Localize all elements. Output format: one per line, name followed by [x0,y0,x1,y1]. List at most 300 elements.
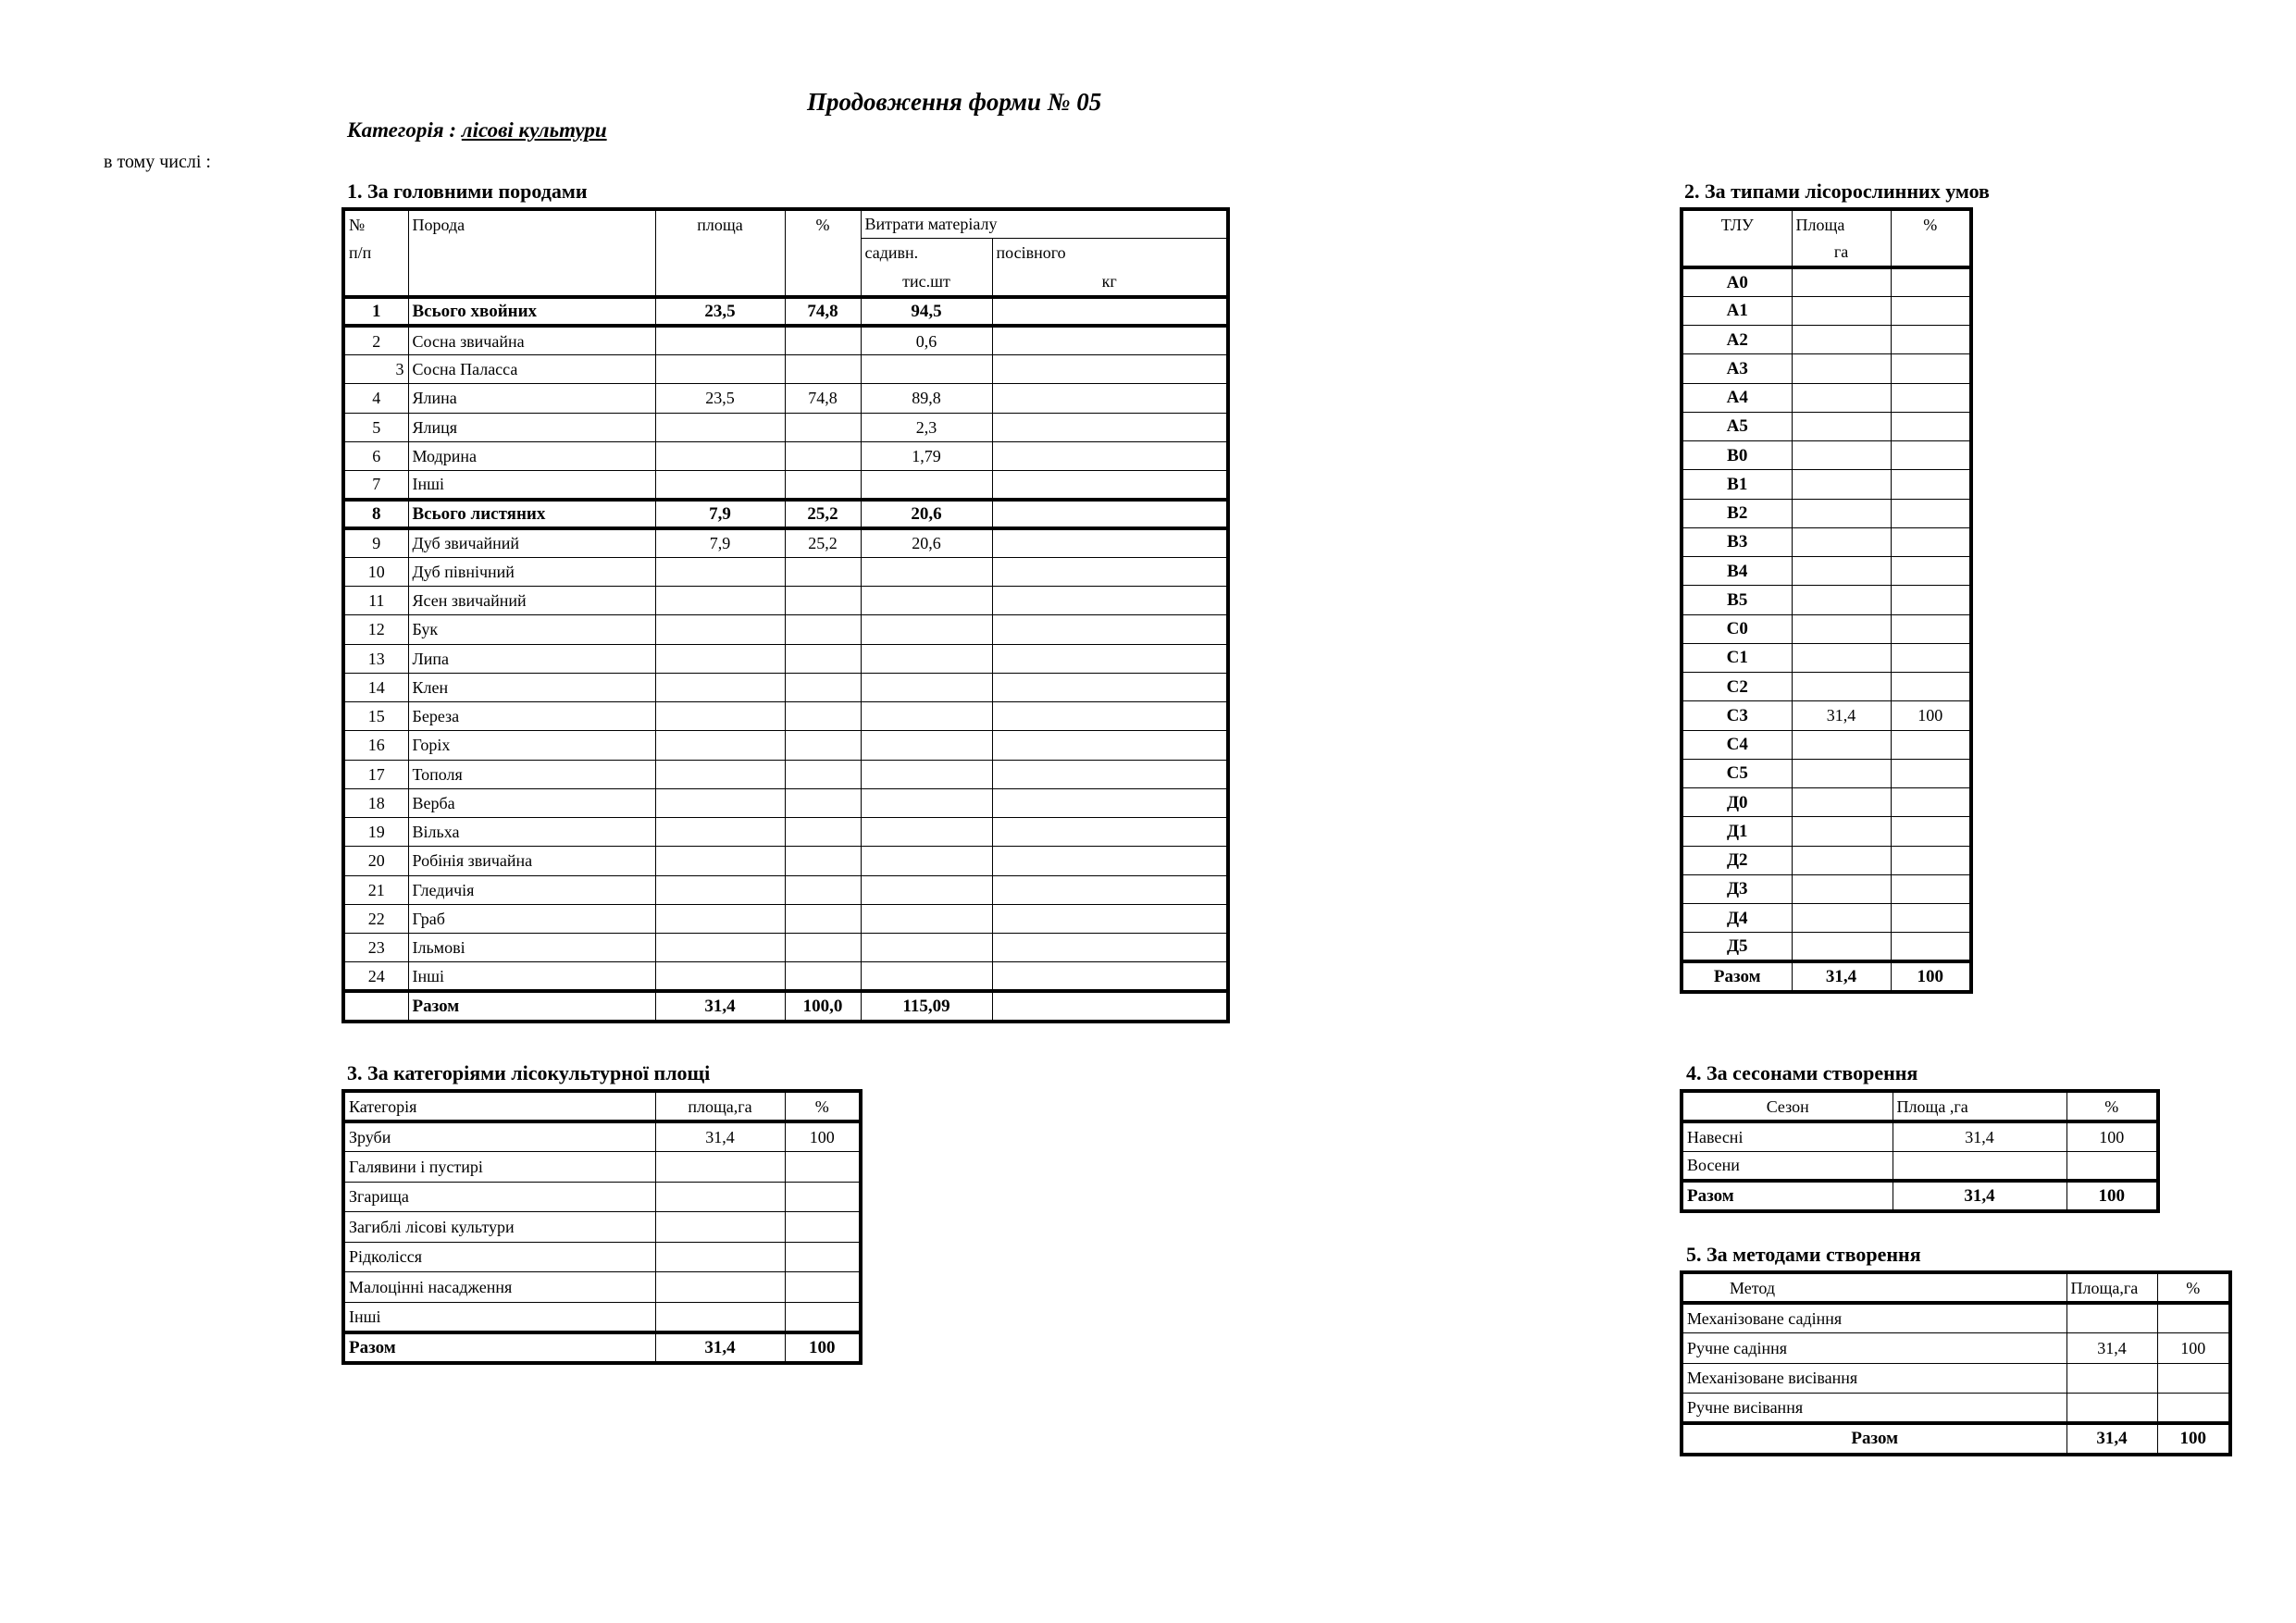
seeds-unit: кг [992,267,1228,297]
season-percent-header: % [2066,1091,2158,1121]
tlu-area-header: Площа [1792,209,1891,238]
species-seeds [992,471,1228,500]
category-row [343,1182,861,1212]
row-percent [2157,1394,2230,1424]
tlu-header: ТЛУ [1682,209,1792,238]
total-area: 31,4 [655,1332,785,1364]
species-name: Береза [408,702,655,731]
tlu-area [1792,441,1891,470]
species-seeds [992,818,1228,847]
tlu-row [1682,557,1971,586]
tlu-area [1792,730,1891,759]
tlu-percent [1891,557,1971,586]
species-seedlings [861,875,992,904]
row-number: 19 [343,818,408,847]
tlu-row [1682,701,1971,730]
method-area-header: Площа,га [2066,1272,2157,1303]
tlu-code: А0 [1682,267,1792,296]
species-area [655,557,785,586]
category-label: Категорія : [347,118,457,142]
category-row [343,1242,861,1272]
species-name: Горіх [408,731,655,760]
species-seeds [992,557,1228,586]
species-area [655,731,785,760]
row-area [2066,1303,2157,1333]
species-seeds [992,788,1228,817]
species-name: Гледичія [408,875,655,904]
row-area [655,1152,785,1183]
tlu-code: С5 [1682,759,1792,787]
species-name: Ялиця [408,413,655,441]
species-seedlings [861,673,992,701]
area-header: площа [655,209,785,238]
tlu-code: С4 [1682,730,1792,759]
species-seedlings [861,702,992,731]
tlu-code: А1 [1682,296,1792,325]
tlu-row [1682,527,1971,556]
species-row [343,818,1228,847]
species-name: Бук [408,615,655,644]
total-percent: 100 [2157,1423,2230,1455]
row-number: 14 [343,673,408,701]
row-percent: 100 [785,1121,861,1152]
tlu-code: Д2 [1682,846,1792,874]
species-seeds [992,297,1228,326]
tlu-percent [1891,441,1971,470]
species-seeds [992,673,1228,701]
tlu-area [1792,586,1891,614]
species-percent [785,962,861,991]
tlu-code: А4 [1682,383,1792,412]
species-area [655,788,785,817]
species-header: Порода [408,209,655,238]
species-name: Липа [408,644,655,673]
species-seedlings: 20,6 [861,528,992,557]
row-name: Згарища [343,1182,655,1212]
species-name: Ясен звичайний [408,587,655,615]
species-area [655,847,785,875]
species-seedlings: 2,3 [861,413,992,441]
species-seedlings [861,644,992,673]
species-percent [785,818,861,847]
species-percent: 25,2 [785,528,861,557]
row-percent [2066,1151,2158,1181]
num-header-2: п/п [343,238,408,267]
tlu-code: А2 [1682,326,1792,354]
tlu-percent [1891,527,1971,556]
row-number: 6 [343,441,408,470]
species-seedlings [861,587,992,615]
total-area: 31,4 [655,991,785,1022]
species-area [655,875,785,904]
tlu-row [1682,383,1971,412]
row-area [2066,1363,2157,1394]
species-percent [785,731,861,760]
row-name: Ручне садіння [1682,1333,2066,1364]
species-name: Ільмові [408,934,655,962]
species-area [655,644,785,673]
species-section-title: 1. За головними породами [347,180,588,203]
tlu-percent [1891,643,1971,672]
tlu-area [1792,557,1891,586]
method-row [1682,1394,2230,1424]
row-number: 13 [343,644,408,673]
tlu-area [1792,499,1891,527]
tlu-percent [1891,874,1971,903]
species-area: 23,5 [655,297,785,326]
species-row [343,934,1228,962]
tlu-percent [1891,412,1971,440]
species-percent [785,788,861,817]
tlu-code: В4 [1682,557,1792,586]
total-percent: 100,0 [785,991,861,1022]
row-percent [785,1152,861,1183]
tlu-percent [1891,904,1971,933]
tlu-total-row [1682,961,1971,992]
species-area [655,962,785,991]
row-number: 22 [343,904,408,933]
species-row [343,760,1228,788]
row-name: Загиблі лісові культури [343,1212,655,1243]
row-name: Навесні [1682,1121,1893,1151]
seedlings-header: садивн. [861,238,992,267]
species-seeds [992,355,1228,384]
tlu-code: В0 [1682,441,1792,470]
season-row [1682,1151,2158,1181]
species-row [343,615,1228,644]
tlu-percent [1891,730,1971,759]
tlu-row [1682,874,1971,903]
row-percent [785,1242,861,1272]
species-name: Дуб звичайний [408,528,655,557]
tlu-area [1792,470,1891,499]
tlu-area [1792,846,1891,874]
season-total-row [1682,1181,2158,1211]
species-area [655,673,785,701]
species-area [655,904,785,933]
row-percent [2157,1303,2230,1333]
species-seedlings [861,615,992,644]
species-seeds [992,500,1228,528]
tlu-area [1792,933,1891,961]
row-number: 10 [343,557,408,586]
season-area-header: Площа ,га [1893,1091,2066,1121]
row-area: 31,4 [2066,1333,2157,1364]
tlu-total-percent: 100 [1891,961,1971,992]
tlu-row [1682,817,1971,846]
row-number: 1 [343,297,408,326]
species-row [343,355,1228,384]
species-name: Тополя [408,760,655,788]
species-row [343,297,1228,326]
species-area [655,615,785,644]
cat-area-header: площа,га [655,1091,785,1121]
row-area [655,1272,785,1303]
cat-percent-header: % [785,1091,861,1121]
species-seeds [992,934,1228,962]
row-number: 8 [343,500,408,528]
species-name: Модрина [408,441,655,470]
species-row [343,962,1228,991]
tlu-area [1792,267,1891,296]
species-seedlings [861,760,992,788]
species-seedlings [861,557,992,586]
species-seedlings [861,818,992,847]
tlu-code: А5 [1682,412,1792,440]
row-percent [785,1212,861,1243]
cat-category-header: Категорія [343,1091,655,1121]
category-section-title: 3. За категоріями лісокультурної площі [347,1061,711,1084]
tlu-row [1682,788,1971,817]
species-name: Сосна звичайна [408,326,655,354]
row-number: 9 [343,528,408,557]
row-percent [785,1182,861,1212]
species-name: Граб [408,904,655,933]
tlu-code: Д5 [1682,933,1792,961]
tlu-area [1792,296,1891,325]
species-row [343,384,1228,413]
species-row [343,441,1228,470]
species-seedlings [861,471,992,500]
tlu-area [1792,673,1891,701]
tlu-percent: 100 [1891,701,1971,730]
species-percent [785,471,861,500]
tlu-area [1792,874,1891,903]
species-seedlings [861,904,992,933]
tlu-area [1792,817,1891,846]
species-name: Інші [408,471,655,500]
seedlings-unit: тис.шт [861,267,992,297]
species-name: Інші [408,962,655,991]
tlu-code: Д0 [1682,788,1792,817]
species-name: Всього листяних [408,500,655,528]
species-row [343,326,1228,354]
category-table [341,1089,863,1365]
tlu-area [1792,354,1891,383]
total-percent: 100 [2066,1181,2158,1211]
row-number: 16 [343,731,408,760]
species-seedlings [861,934,992,962]
method-table [1680,1270,2232,1456]
species-area [655,413,785,441]
tlu-area [1792,383,1891,412]
method-percent-header: % [2157,1272,2230,1303]
species-seedlings [861,788,992,817]
season-section-title: 4. За сесонами створення [1686,1061,1918,1084]
row-number: 5 [343,413,408,441]
row-name: Малоцінні насадження [343,1272,655,1303]
species-area [655,818,785,847]
tlu-area: 31,4 [1792,701,1891,730]
row-percent [2157,1363,2230,1394]
species-row [343,702,1228,731]
tlu-total-label: Разом [1682,961,1792,992]
row-area [1893,1151,2066,1181]
row-area [655,1302,785,1332]
total-seeds [992,991,1228,1022]
species-area [655,587,785,615]
species-row [343,847,1228,875]
species-area: 23,5 [655,384,785,413]
species-percent [785,355,861,384]
species-percent [785,413,861,441]
species-seedlings [861,731,992,760]
row-area: 31,4 [655,1121,785,1152]
method-section-title: 5. За методами створення [1686,1243,1921,1266]
row-area [2066,1394,2157,1424]
species-seeds [992,413,1228,441]
row-number: 7 [343,471,408,500]
tlu-percent [1891,296,1971,325]
species-area [655,934,785,962]
species-seeds [992,644,1228,673]
row-name: Восени [1682,1151,1893,1181]
species-row [343,557,1228,586]
tlu-code: Д1 [1682,817,1792,846]
row-percent [785,1272,861,1303]
total-area: 31,4 [1893,1181,2066,1211]
species-seeds [992,731,1228,760]
row-area [655,1212,785,1243]
tlu-row [1682,267,1971,296]
row-number: 18 [343,788,408,817]
species-seeds [992,847,1228,875]
species-percent [785,904,861,933]
species-area [655,441,785,470]
tlu-area [1792,759,1891,787]
species-row [343,471,1228,500]
row-number: 21 [343,875,408,904]
row-percent: 100 [2066,1121,2158,1151]
tlu-section-title: 2. За типами лісорослинних умов [1684,180,1990,203]
species-row [343,528,1228,557]
category-row [343,1212,861,1243]
species-seedlings [861,355,992,384]
tlu-row [1682,759,1971,787]
species-name: Клен [408,673,655,701]
total-percent: 100 [785,1332,861,1364]
species-area: 7,9 [655,500,785,528]
method-row [1682,1363,2230,1394]
row-percent: 100 [2157,1333,2230,1364]
method-row [1682,1333,2230,1364]
tlu-percent [1891,817,1971,846]
total-label: Разом [1682,1181,1893,1211]
tlu-percent [1891,788,1971,817]
seeds-header: посівного [992,238,1228,267]
tlu-row [1682,441,1971,470]
species-area [655,471,785,500]
tlu-row [1682,846,1971,874]
tlu-percent [1891,846,1971,874]
category-row [343,1272,861,1303]
total-seedlings: 115,09 [861,991,992,1022]
row-name: Ручне висівання [1682,1394,2066,1424]
species-row [343,673,1228,701]
species-seeds [992,962,1228,991]
tlu-area-unit: га [1792,238,1891,267]
tlu-area [1792,412,1891,440]
tlu-code: С0 [1682,614,1792,643]
species-percent [785,934,861,962]
tlu-percent-header: % [1891,209,1971,238]
method-header: Метод [1682,1272,2066,1303]
tlu-code: С1 [1682,643,1792,672]
tlu-table [1680,207,1973,994]
species-seeds [992,760,1228,788]
species-percent [785,557,861,586]
tlu-code: Д4 [1682,904,1792,933]
species-row [343,875,1228,904]
species-seeds [992,326,1228,354]
category-row [343,1302,861,1332]
species-seeds [992,904,1228,933]
tlu-code: А3 [1682,354,1792,383]
season-table [1680,1089,2160,1213]
num-header: № [343,209,408,238]
species-row [343,731,1228,760]
species-seeds [992,384,1228,413]
species-percent [785,615,861,644]
tlu-percent [1891,933,1971,961]
species-seeds [992,875,1228,904]
total-label: Разом [1682,1423,2066,1455]
tlu-code: В2 [1682,499,1792,527]
season-row [1682,1121,2158,1151]
category-value: лісові культури [461,118,607,142]
tlu-percent [1891,614,1971,643]
row-name: Механізоване висівання [1682,1363,2066,1394]
species-percent [785,441,861,470]
species-percent [785,673,861,701]
tlu-code: С3 [1682,701,1792,730]
species-total-row [343,991,1228,1022]
row-number: 20 [343,847,408,875]
species-row [343,413,1228,441]
percent-header: % [785,209,861,238]
species-row [343,904,1228,933]
species-percent [785,875,861,904]
species-seedlings [861,962,992,991]
species-seeds [992,528,1228,557]
row-number: 23 [343,934,408,962]
row-name: Рідколісся [343,1242,655,1272]
species-percent [785,644,861,673]
species-percent: 74,8 [785,297,861,326]
tlu-row [1682,673,1971,701]
row-name: Зруби [343,1121,655,1152]
tlu-row [1682,354,1971,383]
species-row [343,788,1228,817]
species-name: Верба [408,788,655,817]
tlu-percent [1891,499,1971,527]
tlu-code: С2 [1682,673,1792,701]
species-percent [785,760,861,788]
material-header: Витрати матеріалу [861,209,1228,238]
tlu-row [1682,643,1971,672]
tlu-area [1792,527,1891,556]
species-percent [785,702,861,731]
tlu-row [1682,730,1971,759]
species-area: 7,9 [655,528,785,557]
method-row [1682,1303,2230,1333]
tlu-row [1682,586,1971,614]
in-that-number-note: в тому числі : [104,152,211,172]
season-header: Сезон [1682,1091,1893,1121]
tlu-row [1682,614,1971,643]
species-seedlings: 1,79 [861,441,992,470]
species-area [655,326,785,354]
